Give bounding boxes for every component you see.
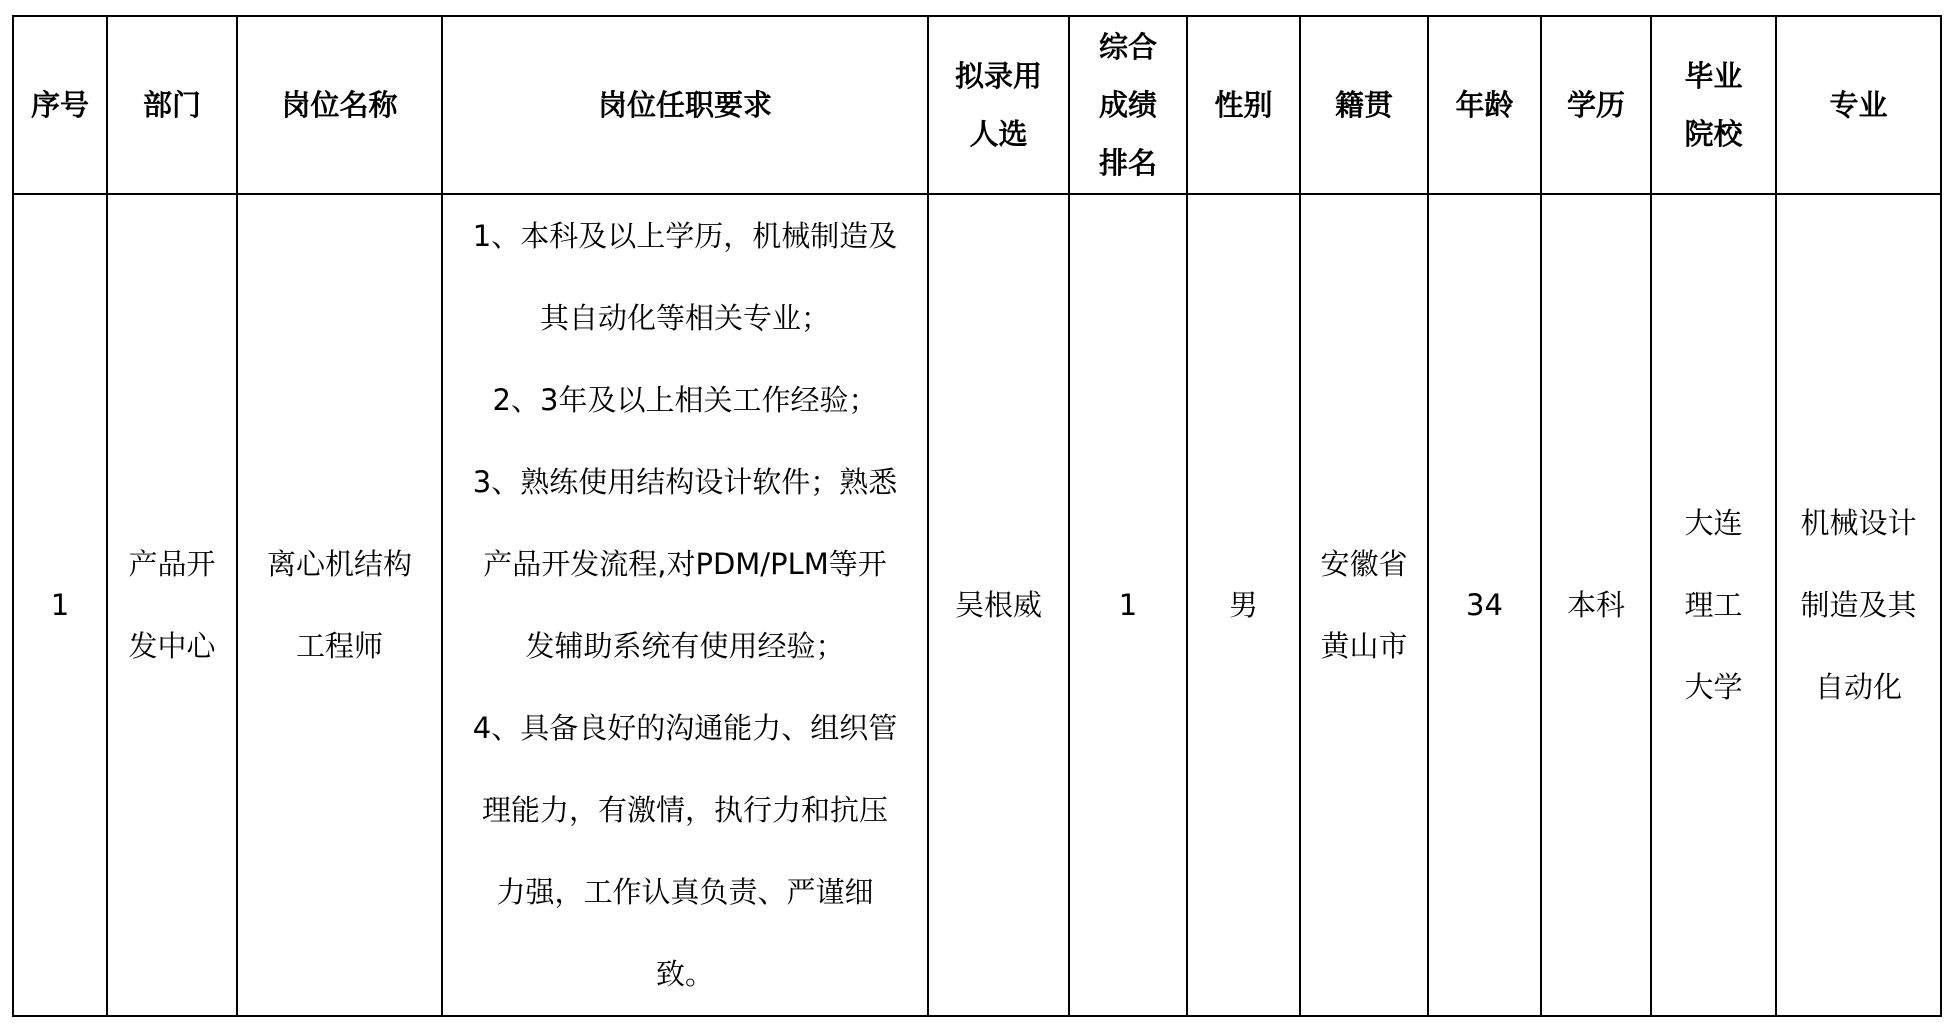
table-row (13, 194, 1941, 1016)
cell-position-line: 工程师 (295, 629, 383, 663)
header-gender: 性别 (1187, 16, 1300, 194)
cell-major (1776, 194, 1941, 1016)
cell-seq: 1 (13, 194, 107, 1016)
cell-candidate: 吴根威 (928, 194, 1069, 1016)
cell-ranking: 1 (1069, 194, 1187, 1016)
requirement-line: 其自动化等相关专业； (539, 301, 830, 335)
requirement-line: 3、熟练使用结构设计软件；熟悉 (472, 465, 898, 499)
requirement-line: 理能力，有激情，执行力和抗压 (481, 793, 888, 827)
cell-school-line: 理工 (1684, 588, 1743, 622)
header-ranking-line: 成绩 (1098, 88, 1157, 122)
cell-gender: 男 (1187, 194, 1300, 1016)
cell-origin-line: 安徽省 (1320, 547, 1408, 581)
header-dept: 部门 (107, 16, 237, 194)
cell-education: 本科 (1541, 194, 1651, 1016)
header-school-line: 院校 (1684, 117, 1743, 151)
cell-school-line: 大学 (1684, 670, 1743, 704)
header-ranking-line: 综合 (1098, 30, 1157, 64)
header-school (1651, 16, 1776, 194)
header-candidate (928, 16, 1069, 194)
header-ranking-line: 排名 (1098, 146, 1157, 180)
cell-requirements (442, 194, 928, 1016)
header-major: 专业 (1776, 16, 1941, 194)
requirement-line: 力强，工作认真负责、严谨细 (496, 875, 874, 909)
cell-origin-line: 黄山市 (1320, 629, 1408, 663)
header-education: 学历 (1541, 16, 1651, 194)
header-row (13, 16, 1941, 194)
requirement-line: 产品开发流程,对PDM/PLM等开 (483, 547, 887, 581)
cell-school (1651, 194, 1776, 1016)
header-position: 岗位名称 (237, 16, 442, 194)
requirement-line: 2、3年及以上相关工作经验； (492, 383, 878, 417)
cell-position (237, 194, 442, 1016)
header-seq: 序号 (13, 16, 107, 194)
cell-dept-line: 发中心 (128, 629, 216, 663)
cell-dept-line: 产品开 (128, 547, 216, 581)
cell-age: 34 (1428, 194, 1541, 1016)
header-age: 年龄 (1428, 16, 1541, 194)
requirement-line: 发辅助系统有使用经验； (525, 629, 845, 663)
requirement-line: 致。 (655, 957, 714, 991)
header-requirements: 岗位任职要求 (442, 16, 928, 194)
header-school-line: 毕业 (1684, 59, 1743, 93)
header-origin: 籍贯 (1300, 16, 1428, 194)
cell-dept (107, 194, 237, 1016)
cell-major-line: 自动化 (1814, 670, 1902, 704)
recruitment-table (12, 15, 1942, 1017)
requirement-line: 1、本科及以上学历，机械制造及 (472, 219, 898, 253)
header-ranking (1069, 16, 1187, 194)
header-candidate-line: 拟录用 (954, 59, 1042, 93)
header-candidate-line: 人选 (969, 117, 1028, 151)
cell-major-line: 机械设计 (1800, 506, 1917, 540)
cell-school-line: 大连 (1684, 506, 1743, 540)
cell-origin (1300, 194, 1428, 1016)
cell-major-line: 制造及其 (1800, 588, 1917, 622)
requirement-line: 4、具备良好的沟通能力、组织管 (472, 711, 898, 745)
cell-position-line: 离心机结构 (266, 547, 412, 581)
